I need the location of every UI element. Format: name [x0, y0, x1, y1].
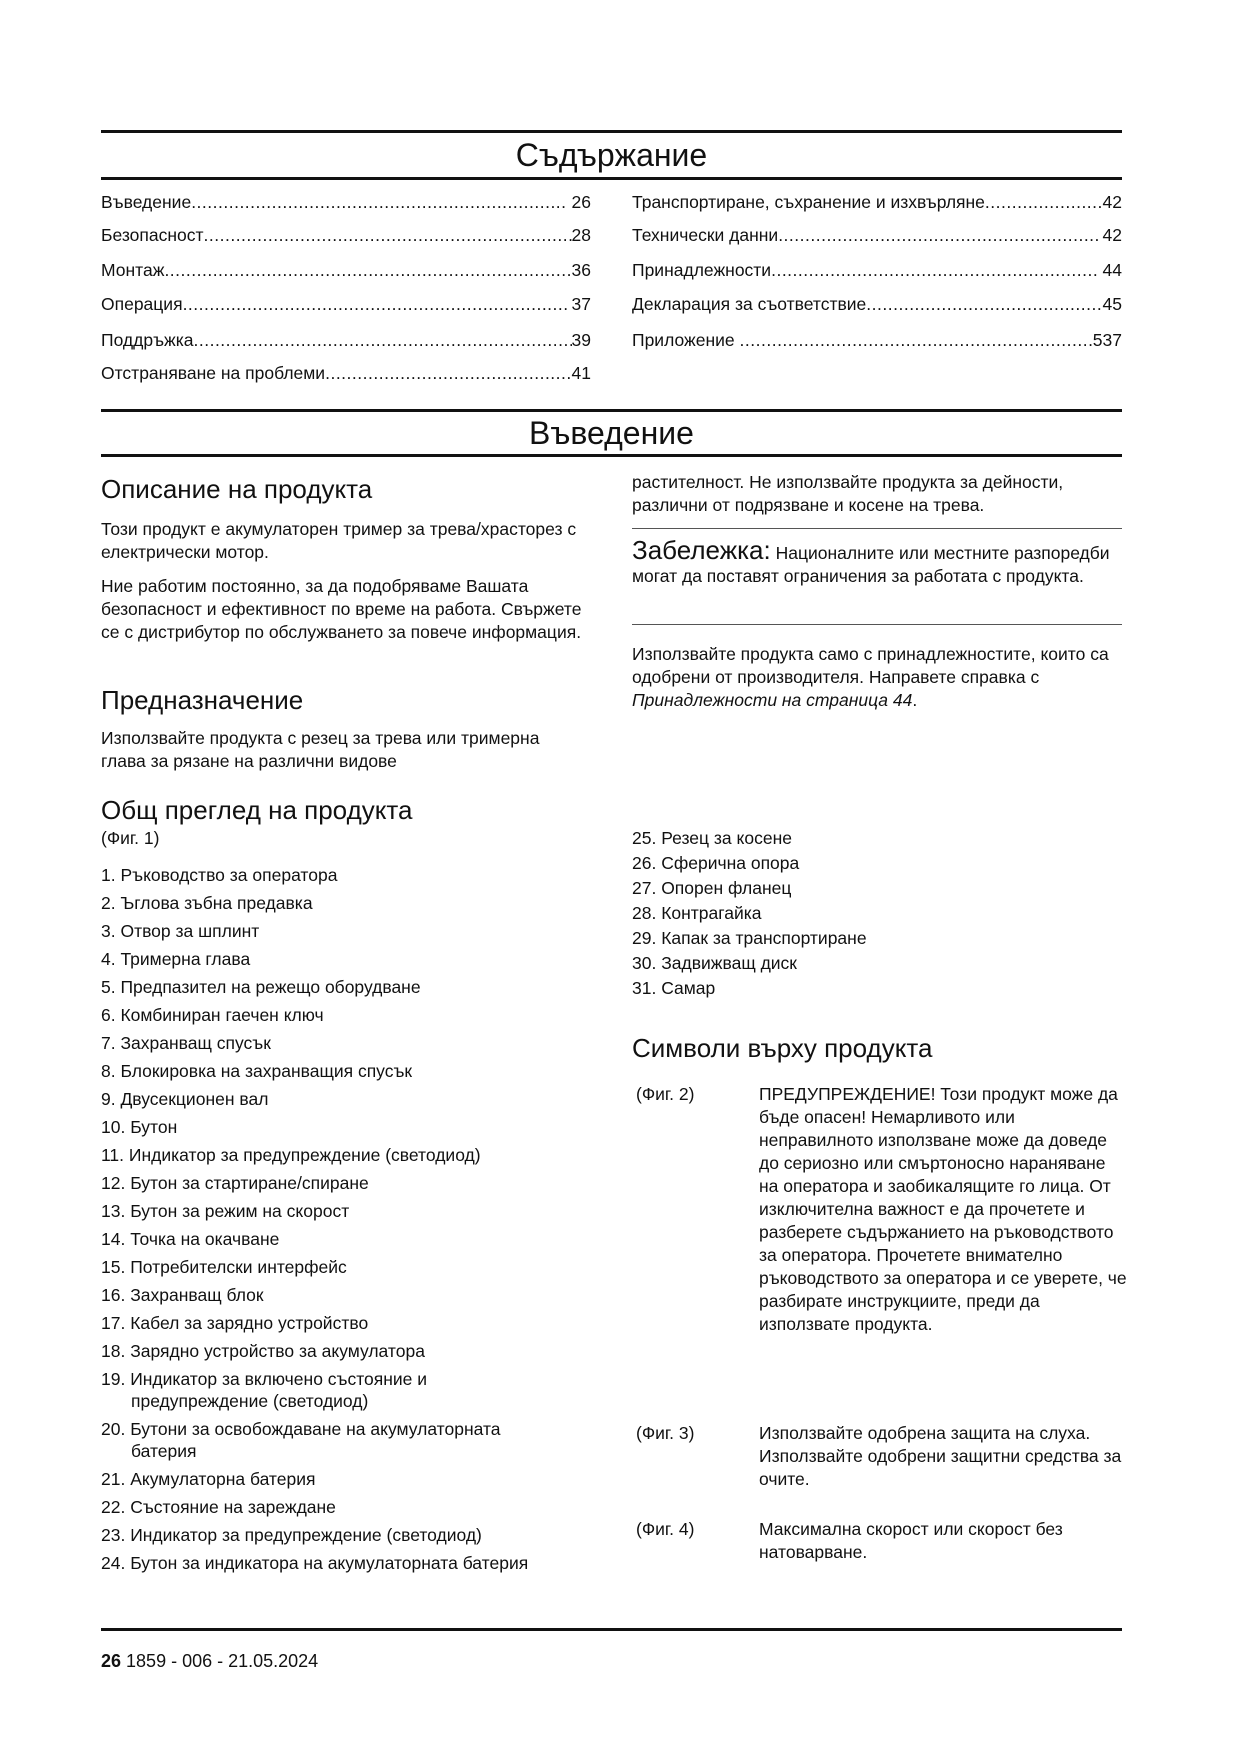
symbol-description: Максимална скорост или скорост без натоварване.: [759, 1519, 1063, 1562]
footer: [101, 1651, 318, 1672]
note-block: [632, 535, 1122, 588]
list-item: 5. Предпазител на режещо оборудване: [101, 977, 421, 997]
list-item: 10. Бутон: [101, 1117, 178, 1137]
toc-entry-appendix[interactable]: Приложение ..... 537: [632, 330, 1122, 351]
accessories-link[interactable]: Принадлежности на страница 44: [632, 690, 913, 710]
list-item: 18. Зарядно устройство за акумулатора: [101, 1341, 425, 1361]
note-label: Забележка:: [632, 535, 771, 565]
symbol-description: ПРЕДУПРЕЖДЕНИЕ! Този продукт може да бъде опасен! Немарливото или неправилното използване може да доведе до сериозно или смъртоносно нараняване на оператора и заобикалящите го лица. От изключителна важност е да прочетете и разберете съдържанието на ръководството за оператора. Прочетете внимателно ръководството за оператора и се уверете, че разбирате инструкциите, преди да използвате продукта.: [759, 1084, 1127, 1334]
list-item: 3. Отвор за шплинт: [101, 921, 260, 941]
overview-list-left: [101, 864, 601, 1580]
list-item: 24. Бутон за индикатора на акумулаторната батерия: [101, 1553, 529, 1573]
list-item: 31. Самар: [632, 978, 716, 998]
list-item: 26. Сферична опора: [632, 853, 800, 873]
list-item: 12. Бутон за стартиране/спиране: [101, 1173, 369, 1193]
list-item: 15. Потребителски интерфейс: [101, 1257, 347, 1277]
list-item: 21. Акумулаторна батерия: [101, 1469, 316, 1489]
purpose-paragraph: Използвайте продукта с резец за трева или тримерна глава за рязане на различни видове: [101, 728, 540, 771]
symbol-fig-ref: (Фиг. 3): [636, 1423, 695, 1443]
page-number: 26: [101, 1651, 122, 1671]
list-item: 6. Комбиниран гаечен ключ: [101, 1005, 324, 1025]
list-item: 4. Тримерна глава: [101, 949, 251, 969]
note-bottom-rule: [632, 624, 1122, 625]
list-item: 29. Капак за транспортиране: [632, 928, 867, 948]
description-paragraph-1: Този продукт е акумулаторен тример за трева/храсторез с електрически мотор.: [101, 519, 577, 562]
overview-figure-ref: (Фиг. 1): [101, 828, 160, 848]
toc-entry-intro[interactable]: Въведение ..... 26: [101, 192, 591, 213]
list-item: 8. Блокировка на захранващия спусък: [101, 1061, 413, 1081]
list-item: 13. Бутон за режим на скорост: [101, 1201, 350, 1221]
list-item: 23. Индикатор за предупреждение (светодиод): [101, 1525, 482, 1545]
purpose-heading: Предназначение: [101, 685, 304, 715]
list-item: 27. Опорен фланец: [632, 878, 792, 898]
list-item: 9. Двусекционен вал: [101, 1089, 269, 1109]
toc-top-rule: [101, 130, 1122, 133]
symbols-heading: Символи върху продукта: [632, 1033, 933, 1063]
note-top-rule: [632, 528, 1122, 529]
symbol-description: Използвайте одобрена защита на слуха. Използвайте одобрени защитни средства за очите.: [759, 1423, 1122, 1489]
list-item: 19. Индикатор за включено състояние и предупреждение (светодиод): [101, 1369, 428, 1411]
description-paragraph-2: Ние работим постоянно, за да подобряваме Вашата безопасност и ефективност по време на работа. Свържете се с дистрибутор по обслужването за повече информация.: [101, 576, 582, 642]
list-item: 2. Ъглова зъбна предавка: [101, 893, 313, 913]
intro-top-rule: [101, 409, 1122, 412]
toc-entry-technical-data[interactable]: Технически данни ..... 42: [632, 225, 1122, 246]
list-item: 11. Индикатор за предупреждение (светодиод): [101, 1145, 481, 1165]
list-item: 14. Точка на окачване: [101, 1229, 280, 1249]
note-text: Националните или местните разпоредби могат да поставят ограничения за работата с продукта.: [632, 543, 1110, 586]
list-item: 20. Бутони за освобождаване на акумулаторната батерия: [101, 1419, 501, 1461]
list-item: 25. Резец за косене: [632, 828, 792, 848]
toc-entry-assembly[interactable]: Монтаж ..... 36: [101, 260, 591, 281]
list-item: 17. Кабел за зарядно устройство: [101, 1313, 369, 1333]
toc-entry-troubleshooting[interactable]: Отстраняване на проблеми ..... 41: [101, 363, 591, 384]
list-item: 28. Контрагайка: [632, 903, 762, 923]
toc-entry-maintenance[interactable]: Поддръжка ..... 39: [101, 330, 591, 351]
footer-rule: [101, 1628, 1122, 1631]
purpose-paragraph-continued: растителност. Не използвайте продукта за дейности, различни от подрязване и косене на трева.: [632, 472, 1064, 515]
list-item: 16. Захранващ блок: [101, 1285, 264, 1305]
toc-bottom-rule: [101, 177, 1122, 180]
toc-entry-declaration[interactable]: Декларация за съответствие ..... 45: [632, 294, 1122, 315]
toc-entry-transport[interactable]: Транспортиране, съхранение и изхвърляне ..... 42: [632, 192, 1122, 213]
toc-entry-accessories[interactable]: Принадлежности ..... 44: [632, 260, 1122, 281]
toc-entry-safety[interactable]: Безопасност ..... 28: [101, 225, 591, 246]
toc-entry-operation[interactable]: Операция ..... 37: [101, 294, 591, 315]
toc-title: Съдържание: [515, 137, 708, 173]
intro-title: Въведение: [529, 415, 694, 451]
list-item: 7. Захранващ спусък: [101, 1033, 271, 1053]
symbol-fig-ref: (Фиг. 4): [636, 1519, 695, 1539]
description-heading: Описание на продукта: [101, 474, 373, 504]
list-item: 1. Ръководство за оператора: [101, 865, 338, 885]
list-item: 22. Състояние на зареждане: [101, 1497, 336, 1517]
overview-heading: Общ преглед на продукта: [101, 795, 413, 825]
accessories-paragraph: Използвайте продукта само с принадлежностите, които са одобрени от производителя. Направете справка с Принадлежности на страница 44.: [632, 644, 1109, 710]
document-id: 1859 - 006 - 21.05.2024: [121, 1651, 319, 1671]
overview-list-right: [632, 827, 1122, 1002]
symbol-fig-ref: (Фиг. 2): [636, 1084, 695, 1104]
list-item: 30. Задвижващ диск: [632, 953, 797, 973]
intro-bottom-rule: [101, 454, 1122, 457]
